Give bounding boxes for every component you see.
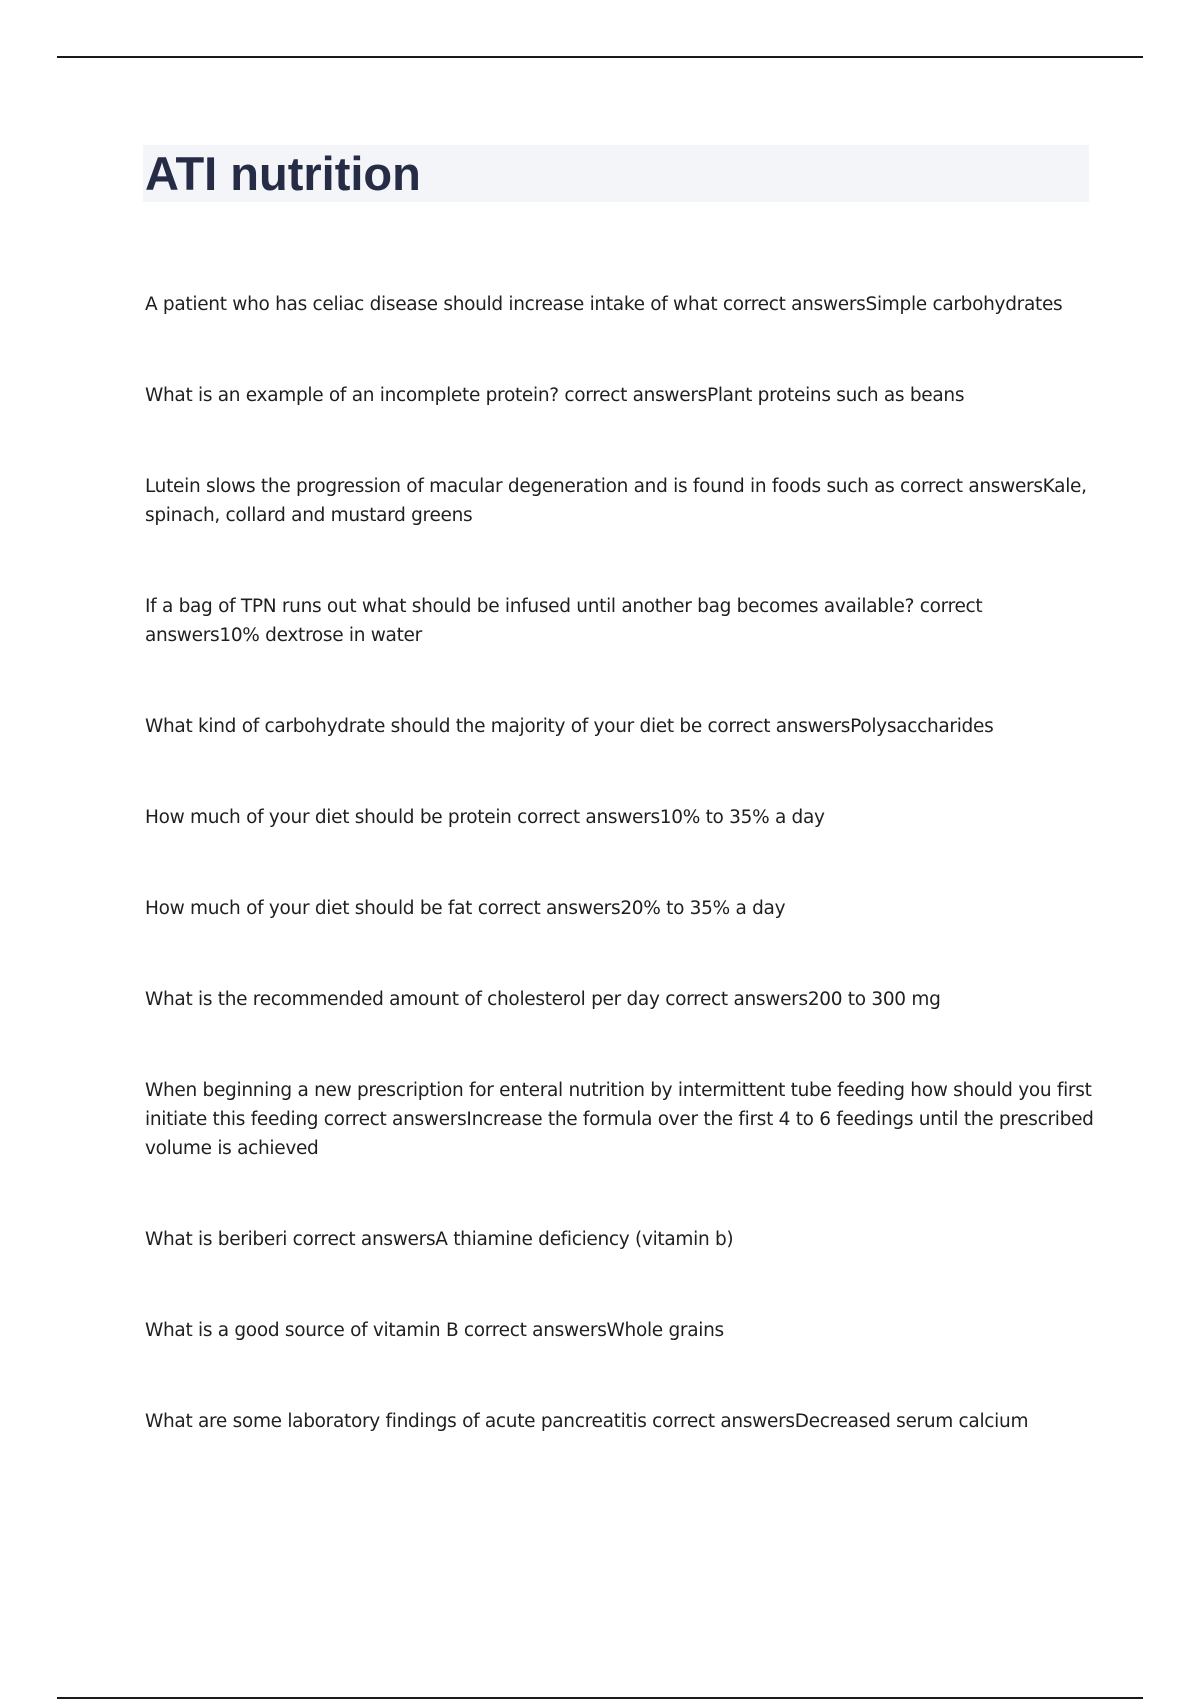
qa-item: What is the recommended amount of cholesterol per day correct answers200 to 300 mg (145, 989, 941, 1010)
qa-item: Lutein slows the progression of macular degeneration and is found in foods such as correct answersKale, spinach, collard and mustard greens (145, 476, 1087, 526)
top-divider (57, 56, 1143, 58)
qa-item: How much of your diet should be fat correct answers20% to 35% a day (145, 898, 786, 919)
qa-list (145, 290, 1095, 1498)
qa-item: What is a good source of vitamin B correct answersWhole grains (145, 1320, 724, 1341)
qa-item: A patient who has celiac disease should increase intake of what correct answersSimple carbohydrates (145, 294, 1063, 315)
qa-item: If a bag of TPN runs out what should be infused until another bag becomes available? correct answers10% dextrose in water (145, 596, 983, 646)
qa-item: What kind of carbohydrate should the majority of your diet be correct answersPolysaccharides (145, 716, 994, 737)
qa-item: When beginning a new prescription for enteral nutrition by intermittent tube feeding how should you first initiate this feeding correct answersIncrease the formula over the first 4 to 6 feedings until the prescribed volume is achieved (145, 1080, 1094, 1159)
qa-item: How much of your diet should be protein correct answers10% to 35% a day (145, 807, 825, 828)
page-title: ATI nutrition (145, 147, 421, 200)
qa-item: What is an example of an incomplete protein? correct answersPlant proteins such as beans (145, 385, 965, 406)
qa-item: What is beriberi correct answersA thiamine deficiency (vitamin b) (145, 1229, 734, 1250)
bottom-divider (57, 1697, 1143, 1699)
qa-item: What are some laboratory findings of acute pancreatitis correct answersDecreased serum calcium (145, 1411, 1029, 1432)
